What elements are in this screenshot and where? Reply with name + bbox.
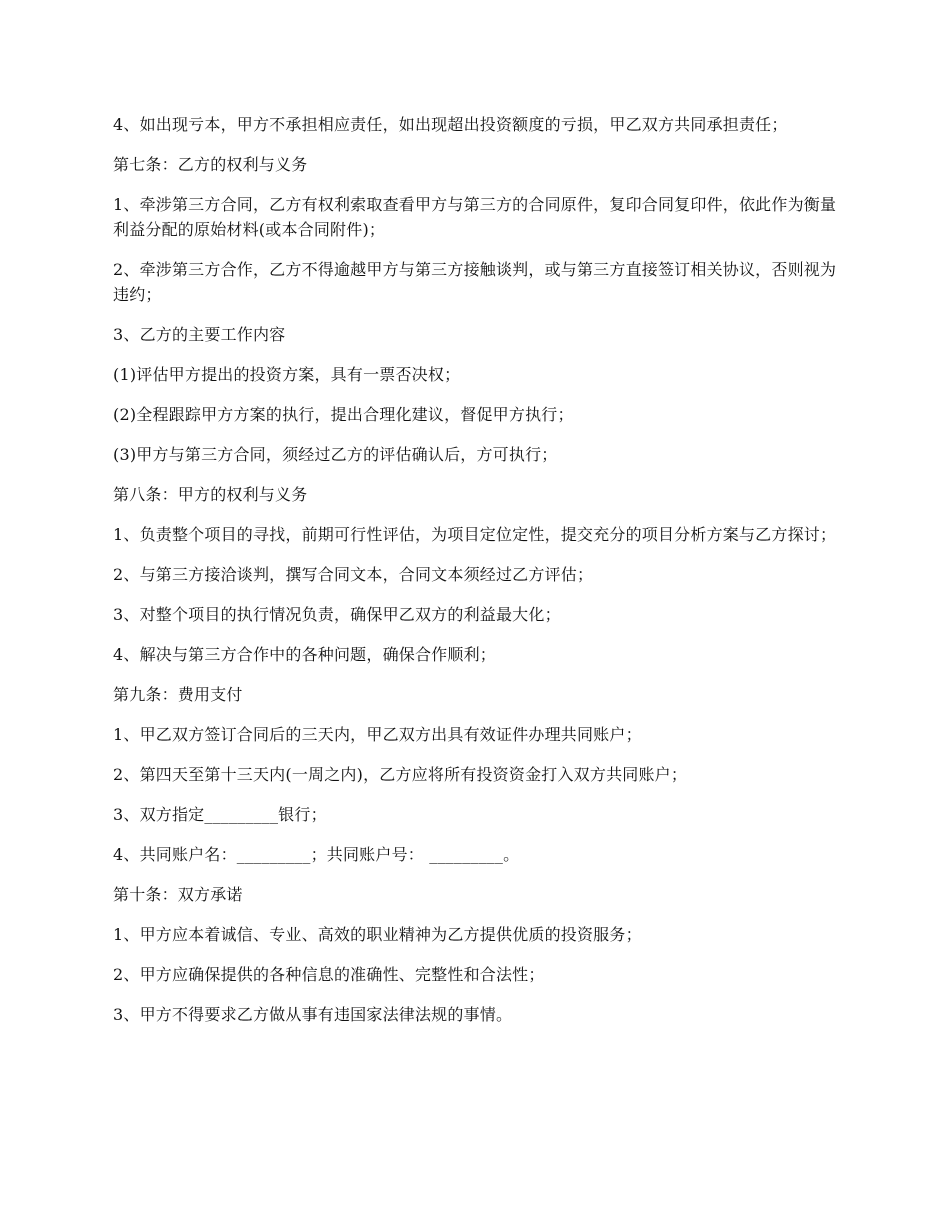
document-page — [113, 112, 838, 1042]
article-7-item-1: 1、牵涉第三方合同，乙方有权利索取查看甲方与第三方的合同原件，复印合同复印件，依此作为衡量利益分配的原始材料(或本合同附件)； — [113, 195, 837, 239]
article-9-item-2: 2、第四天至第十三天内(一周之内)，乙方应将所有投资资金打入双方共同账户； — [113, 765, 688, 784]
article-7-item-2: 2、牵涉第三方合作，乙方不得逾越甲方与第三方接触谈判，或与第三方直接签订相关协议，否则视为违约； — [113, 260, 837, 304]
article-8-heading: 第八条：甲方的权利与义务 — [113, 485, 308, 504]
article-10-item-1: 1、甲方应本着诚信、专业、高效的职业精神为乙方提供优质的投资服务； — [113, 925, 642, 944]
article-8-item-3: 3、对整个项目的执行情况负责，确保甲乙双方的利益最大化； — [113, 605, 561, 624]
article-7-heading: 第七条：乙方的权利与义务 — [113, 155, 308, 174]
article-10-item-3: 3、甲方不得要求乙方做从事有违国家法律法规的事情。 — [113, 1005, 513, 1024]
article-8-item-1: 1、负责整个项目的寻找，前期可行性评估，为项目定位定性，提交充分的项目分析方案与乙方探讨； — [113, 525, 837, 544]
article-7-subitem-1: (1)评估甲方提出的投资方案，具有一票否决权； — [113, 365, 461, 384]
article-9-item-1: 1、甲乙双方签订合同后的三天内，甲乙双方出具有效证件办理共同账户； — [113, 725, 642, 744]
article-7-subitem-2: (2)全程跟踪甲方方案的执行，提出合理化建议，督促甲方执行； — [113, 405, 574, 424]
article-9-heading: 第九条：费用支付 — [113, 685, 243, 704]
article-8-item-4: 4、解决与第三方合作中的各种问题，确保合作顺利； — [113, 645, 496, 664]
article-10-heading: 第十条：双方承诺 — [113, 885, 243, 904]
article-7-item-3: 3、乙方的主要工作内容 — [113, 325, 286, 344]
article-8-item-2: 2、与第三方接洽谈判，撰写合同文本，合同文本须经过乙方评估； — [113, 565, 594, 584]
article-9-item-3: 3、双方指定_________银行； — [113, 805, 327, 824]
article-10-item-2: 2、甲方应确保提供的各种信息的准确性、完整性和合法性； — [113, 965, 545, 984]
article-7-subitem-3: (3)甲方与第三方合同，须经过乙方的评估确认后，方可执行； — [113, 445, 558, 464]
clause-6-item-4: 4、如出现亏本，甲方不承担相应责任，如出现超出投资额度的亏损，甲乙双方共同承担责任； — [113, 115, 788, 134]
article-9-item-4: 4、共同账户名：_________；共同账户号： _________。 — [113, 845, 520, 864]
